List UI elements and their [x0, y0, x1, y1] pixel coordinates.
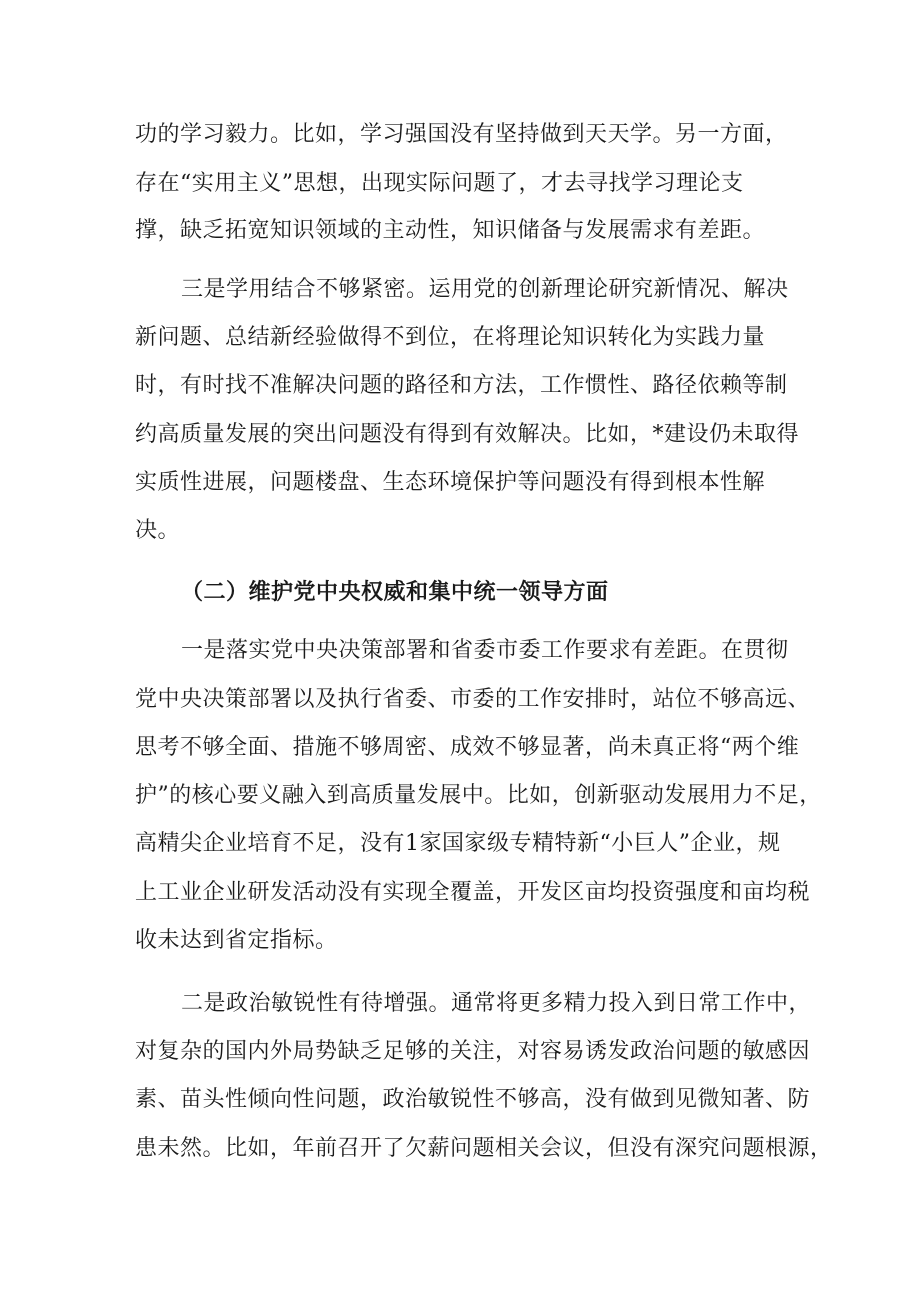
paragraph-line: 一是落实党中央决策部署和省委市委工作要求有差距。在贯彻 [181, 638, 789, 663]
paragraph-line: 三是学用结合不够紧密。运用党的创新理论研究新情况、解决 [181, 277, 789, 302]
paragraph-line: 二是政治敏锐性有待增强。通常将更多精力投入到日常工作中， [181, 991, 812, 1016]
paragraph-line: 时，有时找不准解决问题的路径和方法，工作惯性、路径依赖等制 [135, 373, 788, 398]
paragraph-line: 患未然。比如，年前召开了欠薪问题相关会议，但没有深究问题根源， [135, 1136, 833, 1161]
paragraph-line: 思考不够全面、措施不够周密、成效不够显著，尚未真正将“两个维 [135, 735, 800, 760]
paragraph-line: 新问题、总结新经验做得不到位，在将理论知识转化为实践力量 [135, 325, 766, 350]
paragraph-line: 党中央决策部署以及执行省委、市委的工作安排时，站位不够高远、 [135, 687, 811, 712]
paragraph-line: 约高质量发展的突出问题没有得到有效解决。比如，*建设仍未取得 [135, 422, 800, 447]
paragraph-line: 存在“实用主义”思想，出现实际问题了，才去寻找学习理论支 [135, 171, 744, 196]
paragraph-line: 功的学习毅力。比如，学习强国没有坚持做到天天学。另一方面， [135, 122, 788, 147]
paragraph-line: 上工业企业研发活动没有实现全覆盖，开发区亩均投资强度和亩均税 [135, 880, 811, 905]
paragraph-line: 高精尖企业培育不足，没有1家国家级专精特新“小巨人”企业，规 [135, 831, 781, 856]
paragraph-line: 收未达到省定指标。 [135, 928, 338, 953]
section-heading: （二）维护党中央权威和集中统一领导方面 [181, 579, 609, 605]
paragraph-line: 对复杂的国内外局势缺乏足够的关注，对容易诱发政治问题的敏感因 [135, 1039, 811, 1064]
paragraph-line: 素、苗头性倾向性问题，政治敏锐性不够高，没有做到见微知著、防 [135, 1087, 811, 1112]
paragraph-line: 撑，缺乏拓宽知识领域的主动性，知识储备与发展需求有差距。 [135, 218, 766, 243]
paragraph-line: 护”的核心要义融入到高质量发展中。比如，创新驱动发展用力不足， [135, 783, 822, 808]
paragraph-line: 决。 [135, 518, 181, 543]
paragraph-line: 实质性进展，问题楼盘、生态环境保护等问题没有得到根本性解 [135, 470, 766, 495]
